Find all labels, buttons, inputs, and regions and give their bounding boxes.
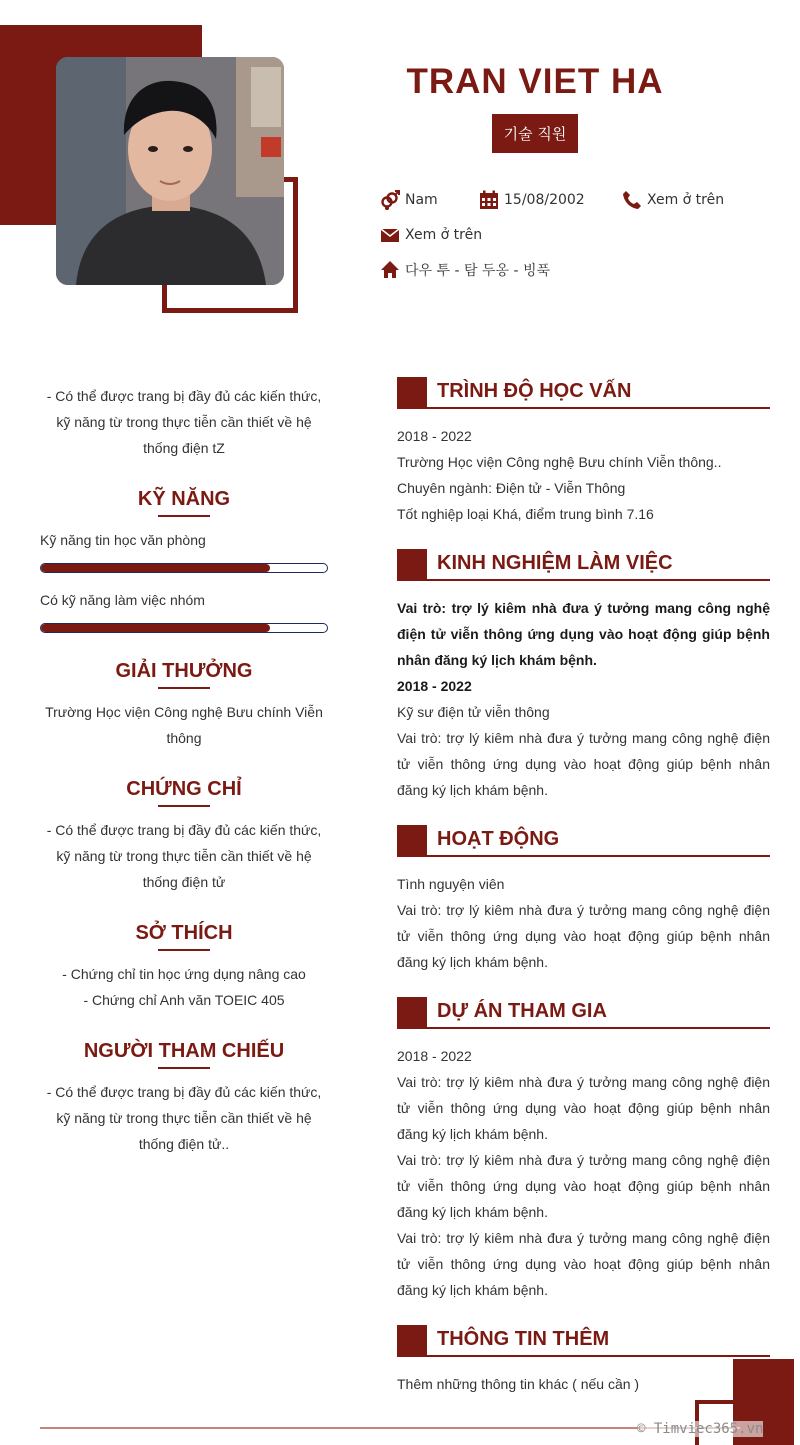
additional-info-heading [397,1325,770,1357]
certificates-heading-underline [158,805,210,807]
additional-info-text: Thêm những thông tin khác ( nếu cần ) [397,1376,640,1392]
email-info [380,225,482,245]
activities-title: HOẠT ĐỘNG [437,828,560,850]
additional-info-title: THÔNG TIN THÊM [437,1328,610,1350]
email-value: Xem ở trên [405,227,483,243]
heading-square [397,997,427,1029]
education-title: TRÌNH ĐỘ HỌC VẤN [437,380,632,402]
phone-icon [622,190,642,210]
heading-square [397,1325,427,1357]
watermark: © Timviec365.vn [637,1421,764,1437]
references-text: - Có thể được trang bị đầy đủ các kiến thức, kỹ năng từ trong thực tiễn cần thiết về hệ thống điện tử.. [46,1084,322,1152]
skills-heading-underline [158,515,210,517]
phone-value: Xem ở trên [647,192,725,208]
calendar-icon [479,190,499,210]
experience-period: 2018 - 2022 [397,678,472,694]
skill-progress-fill [41,624,270,632]
experience-heading [397,549,770,581]
activity-description: Vai trò: trợ lý kiêm nhà đưa ý tưởng mang công nghệ điện tử viễn thông ứng dụng vào hoạt động giúp bệnh nhân đăng ký lịch khám bệnh. [397,902,770,970]
role-badge-wrapper [380,114,690,153]
certificates-heading: CHỨNG CHỈ [126,778,242,800]
job-role-badge: 기술 직원 [492,114,579,153]
heading-square [397,377,427,409]
address-info [380,260,550,280]
projects-section [397,997,770,1303]
project-item: Vai trò: trợ lý kiêm nhà đưa ý tưởng mang công nghệ điện tử viễn thông ứng dụng vào hoạt động giúp bệnh nhân đăng ký lịch khám bệnh. [397,1230,770,1298]
project-period: 2018 - 2022 [397,1048,472,1064]
skill-name: Kỹ năng tin học văn phòng [40,532,206,548]
hobby-item: - Chứng chỉ tin học ứng dụng nâng cao [62,966,306,982]
experience-description: Vai trò: trợ lý kiêm nhà đưa ý tưởng mang công nghệ điện tử viễn thông ứng dụng vào hoạt động giúp bệnh nhân đăng ký lịch khám bệnh. [397,730,770,798]
heading-square [397,825,427,857]
project-item: Vai trò: trợ lý kiêm nhà đưa ý tưởng mang công nghệ điện tử viễn thông ứng dụng vào hoạt động giúp bệnh nhân đăng ký lịch khám bệnh. [397,1152,770,1220]
home-icon [380,260,400,280]
activities-section [397,825,770,975]
education-major: Chuyên ngành: Điện tử - Viễn Thông [397,480,626,496]
project-item: Vai trò: trợ lý kiêm nhà đưa ý tưởng mang công nghệ điện tử viễn thông ứng dụng vào hoạt động giúp bệnh nhân đăng ký lịch khám bệnh. [397,1074,770,1142]
gender-icon [380,190,400,210]
experience-title: KINH NGHIỆM LÀM VIỆC [437,552,673,574]
skills-heading: KỸ NĂNG [137,488,231,510]
address-value: 다우 투 - 탐 두옹 - 빙푹 [405,263,550,279]
hobbies-heading: SỞ THÍCH [135,922,233,944]
left-column [40,383,328,1157]
skill-progress-bar [40,563,328,573]
additional-info-section [397,1325,770,1397]
candidate-name: TRAN VIET HA [406,62,664,101]
awards-heading-underline [158,687,210,689]
references-heading: NGƯỜI THAM CHIẾU [83,1040,285,1062]
activities-heading [397,825,770,857]
objective-text: - Có thể được trang bị đầy đủ các kiến thức, kỹ năng từ trong thực tiễn cần thiết về hệ thống điện tZ [46,388,322,456]
education-heading [397,377,770,409]
person-photo-icon [56,57,284,285]
envelope-icon [380,225,400,245]
gender-value: Nam [405,192,438,208]
experience-section [397,549,770,803]
heading-square [397,549,427,581]
phone-info [622,190,724,210]
education-period: 2018 - 2022 [397,428,472,444]
gender-info [380,190,438,210]
experience-headline: Vai trò: trợ lý kiêm nhà đưa ý tưởng mang công nghệ điện tử viễn thông ứng dụng vào hoạt động giúp bệnh nhân đăng ký lịch khám bệnh. [397,600,770,668]
skill-progress-bar [40,623,328,633]
education-grade: Tốt nghiệp loại Khá, điểm trung bình 7.16 [397,506,654,522]
projects-heading [397,997,770,1029]
skill-progress-fill [41,564,270,572]
awards-heading: GIẢI THƯỞNG [115,660,253,682]
hobbies-heading-underline [158,949,210,951]
birthdate-value: 15/08/2002 [504,192,585,208]
certificates-text: - Có thể được trang bị đầy đủ các kiến thức, kỹ năng từ trong thực tiễn cần thiết về hệ thống điện tử [46,822,322,890]
hobby-item: - Chứng chỉ Anh văn TOEIC 405 [83,992,285,1008]
right-column [397,377,770,1419]
references-heading-underline [158,1067,210,1069]
awards-text: Trường Học viện Công nghệ Bưu chính Viễn thông [45,704,323,746]
skill-name: Có kỹ năng làm việc nhóm [40,592,205,608]
birthdate-info [479,190,585,210]
footer-divider [40,1427,740,1429]
projects-title: DỰ ÁN THAM GIA [437,1000,607,1022]
experience-position: Kỹ sư điện tử viễn thông [397,704,550,720]
education-school: Trường Học viện Công nghệ Bưu chính Viễn thông.. [397,454,722,470]
profile-photo [56,57,284,285]
education-section [397,377,770,527]
activity-role: Tình nguyện viên [397,876,505,892]
